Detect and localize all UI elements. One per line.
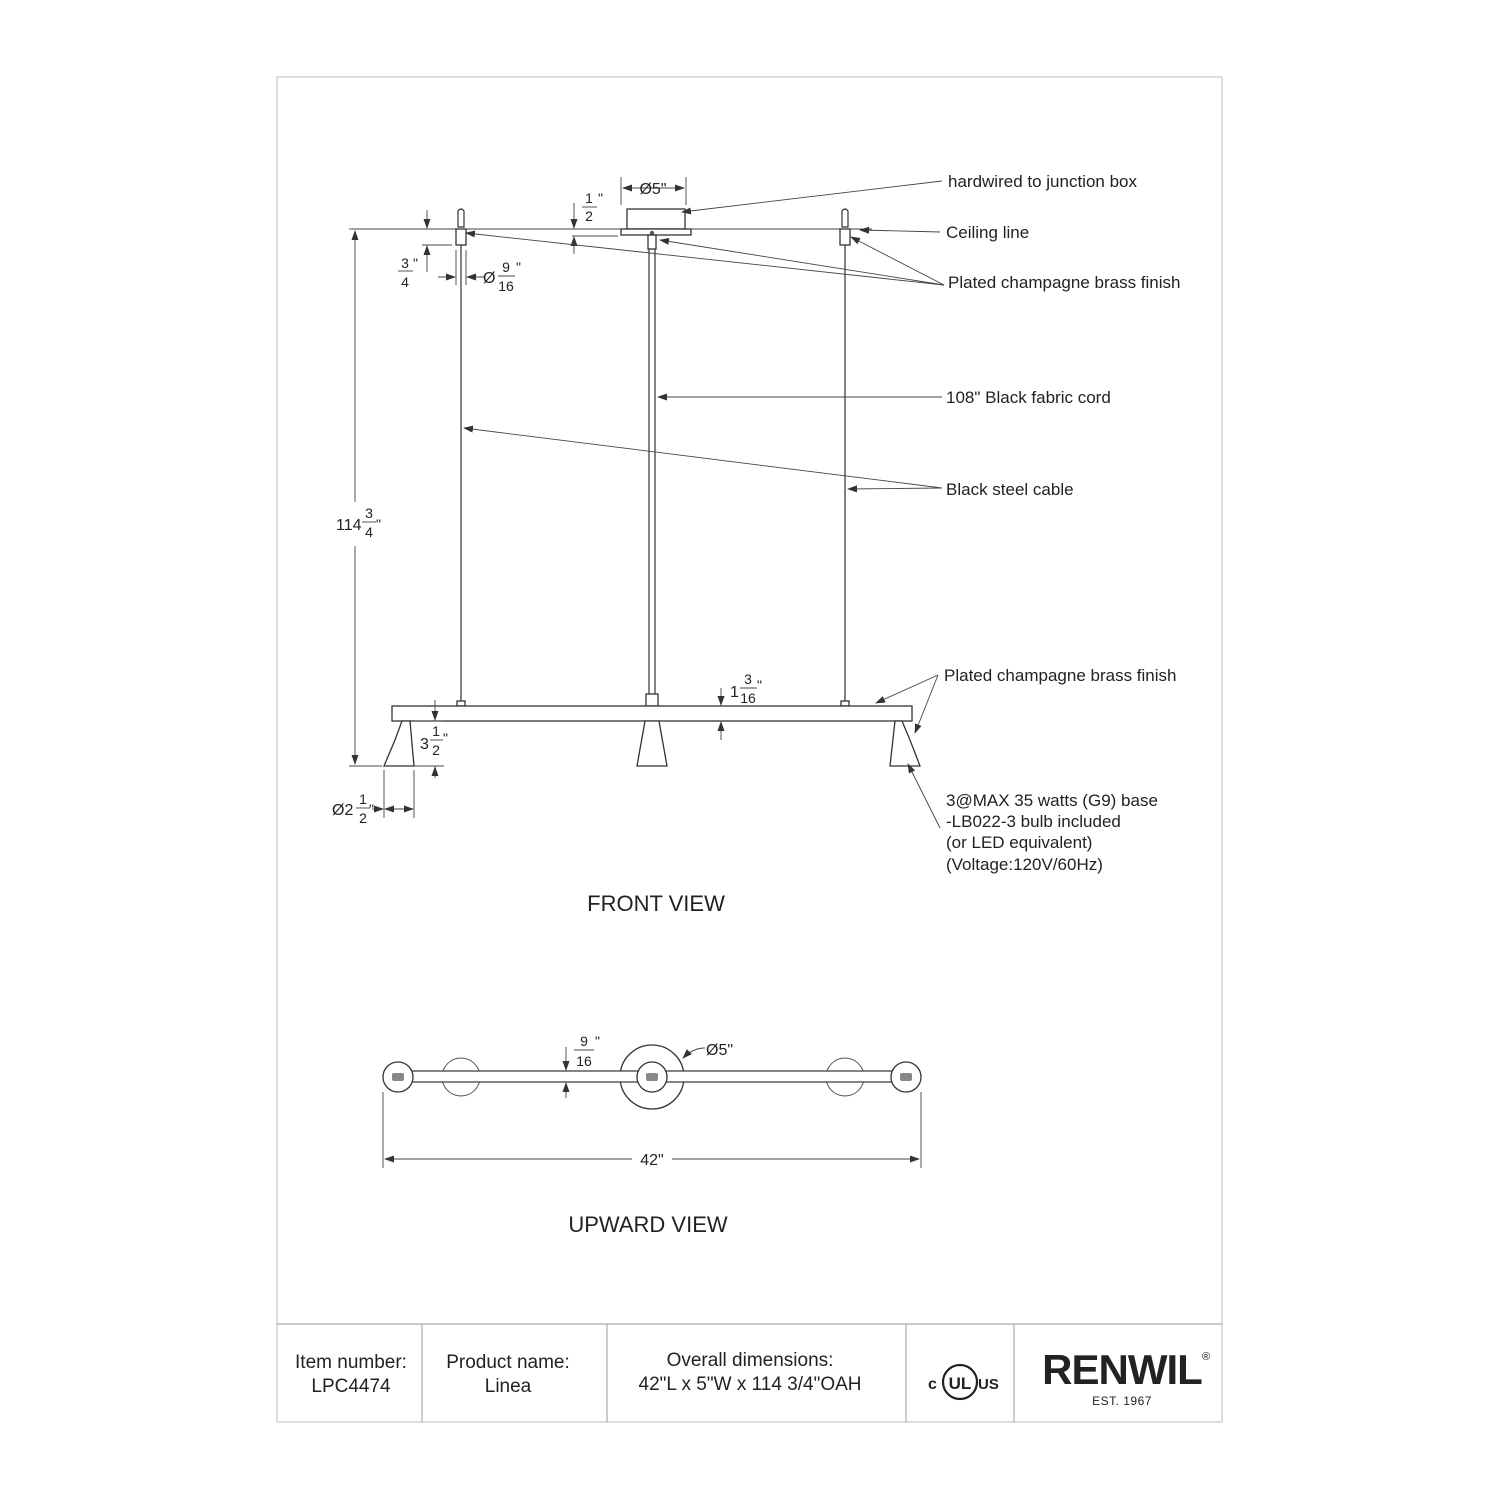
bar-height-den: 16 xyxy=(740,690,756,706)
front-view-leaders xyxy=(464,181,944,828)
bar-height-inch: " xyxy=(757,677,762,693)
left-shade xyxy=(384,721,414,766)
upward-view-title: UPWARD VIEW xyxy=(568,1212,728,1237)
overall-dimensions-value: 42"L x 5"W x 114 3/4"OAH xyxy=(638,1374,862,1395)
overall-height-num: 3 xyxy=(365,505,373,521)
gripper-height-num: 3 xyxy=(401,255,409,271)
callout-junction-box: hardwired to junction box xyxy=(948,172,1138,191)
product-name-label: Product name: xyxy=(446,1352,570,1373)
ul-certification-icon xyxy=(928,1365,999,1399)
gripper-diameter-num: 9 xyxy=(502,259,510,275)
callout-finish-top: Plated champagne brass finish xyxy=(948,273,1181,292)
overall-height-den: 4 xyxy=(365,524,373,540)
shade-height-whole: 3 xyxy=(420,736,429,753)
canopy-height-num: 1 xyxy=(585,190,593,206)
upward-length-dim: 42" xyxy=(640,1152,664,1169)
shade-diameter-num: 1 xyxy=(359,791,367,807)
brand-logo: RENWIL xyxy=(1042,1346,1202,1393)
bar-height-num: 3 xyxy=(744,671,752,687)
upward-bar-width-den: 16 xyxy=(576,1053,592,1069)
callout-fabric-cord: 108" Black fabric cord xyxy=(946,388,1111,407)
overall-dimensions-label: Overall dimensions: xyxy=(666,1350,834,1371)
canopy-height-den: 2 xyxy=(585,208,593,224)
product-name-value: Linea xyxy=(484,1376,532,1397)
item-number-label: Item number: xyxy=(295,1352,407,1373)
svg-text:c: c xyxy=(928,1376,937,1393)
callout-bulb-line2: -LB022-3 bulb included xyxy=(946,812,1121,831)
upward-bar-width-num: 9 xyxy=(580,1033,588,1049)
shade-diameter-den: 2 xyxy=(359,810,367,826)
canopy-height-inch: " xyxy=(598,190,603,206)
canopy xyxy=(627,209,685,229)
overall-height-inch: " xyxy=(376,516,381,532)
callout-bulb-line3: (or LED equivalent) xyxy=(946,833,1093,852)
right-cable-gripper xyxy=(840,229,850,245)
shade-diameter-prefix: Ø2 xyxy=(332,802,354,819)
callout-bulb-line4: (Voltage:120V/60Hz) xyxy=(946,855,1103,874)
gripper-diameter-den: 16 xyxy=(498,278,514,294)
overall-height-whole: 114 xyxy=(336,517,362,534)
gripper-diameter-prefix: Ø xyxy=(483,270,496,287)
item-number-value: LPC4474 xyxy=(311,1376,391,1397)
svg-text:UL: UL xyxy=(948,1374,972,1393)
callout-steel-cable: Black steel cable xyxy=(946,480,1074,499)
svg-text:US: US xyxy=(978,1376,999,1393)
shade-height-num: 1 xyxy=(432,723,440,739)
front-view-dimensions xyxy=(330,177,762,826)
gripper-diameter-inch: " xyxy=(516,259,521,275)
callout-bulb-line1: 3@MAX 35 watts (G9) base xyxy=(946,791,1158,810)
center-shade xyxy=(637,721,667,766)
cord-fitting-bottom xyxy=(646,694,658,706)
callout-ceiling-line: Ceiling line xyxy=(946,223,1030,242)
left-ceiling-hook xyxy=(458,209,464,227)
gripper-height-den: 4 xyxy=(401,274,409,290)
canopy-plate xyxy=(621,229,691,235)
shade-height-inch: " xyxy=(443,730,448,746)
shade-diameter-inch: " xyxy=(369,801,374,817)
upward-view-drawing xyxy=(383,1045,921,1109)
callout-finish-bar: Plated champagne brass finish xyxy=(944,666,1177,685)
left-cable-gripper xyxy=(456,229,466,245)
shade-height-den: 2 xyxy=(432,742,440,758)
right-ceiling-hook xyxy=(842,209,848,227)
front-view-drawing xyxy=(352,209,920,766)
cord-fitting-top xyxy=(648,235,656,249)
right-shade xyxy=(890,721,920,766)
brand-established: EST. 1967 xyxy=(1092,1394,1152,1408)
light-bar xyxy=(392,706,912,721)
left-cable-clamp xyxy=(457,701,465,706)
gripper-height-inch: " xyxy=(413,255,418,271)
upward-bar-width-inch: " xyxy=(595,1033,600,1049)
front-view-title: FRONT VIEW xyxy=(587,891,725,916)
brand-registered-mark: ® xyxy=(1202,1351,1211,1363)
canopy-diameter-dim: Ø5" xyxy=(639,181,667,198)
upward-canopy-diameter-dim: Ø5" xyxy=(706,1042,734,1059)
right-cable-clamp xyxy=(841,701,849,706)
bar-height-whole: 1 xyxy=(730,684,739,701)
